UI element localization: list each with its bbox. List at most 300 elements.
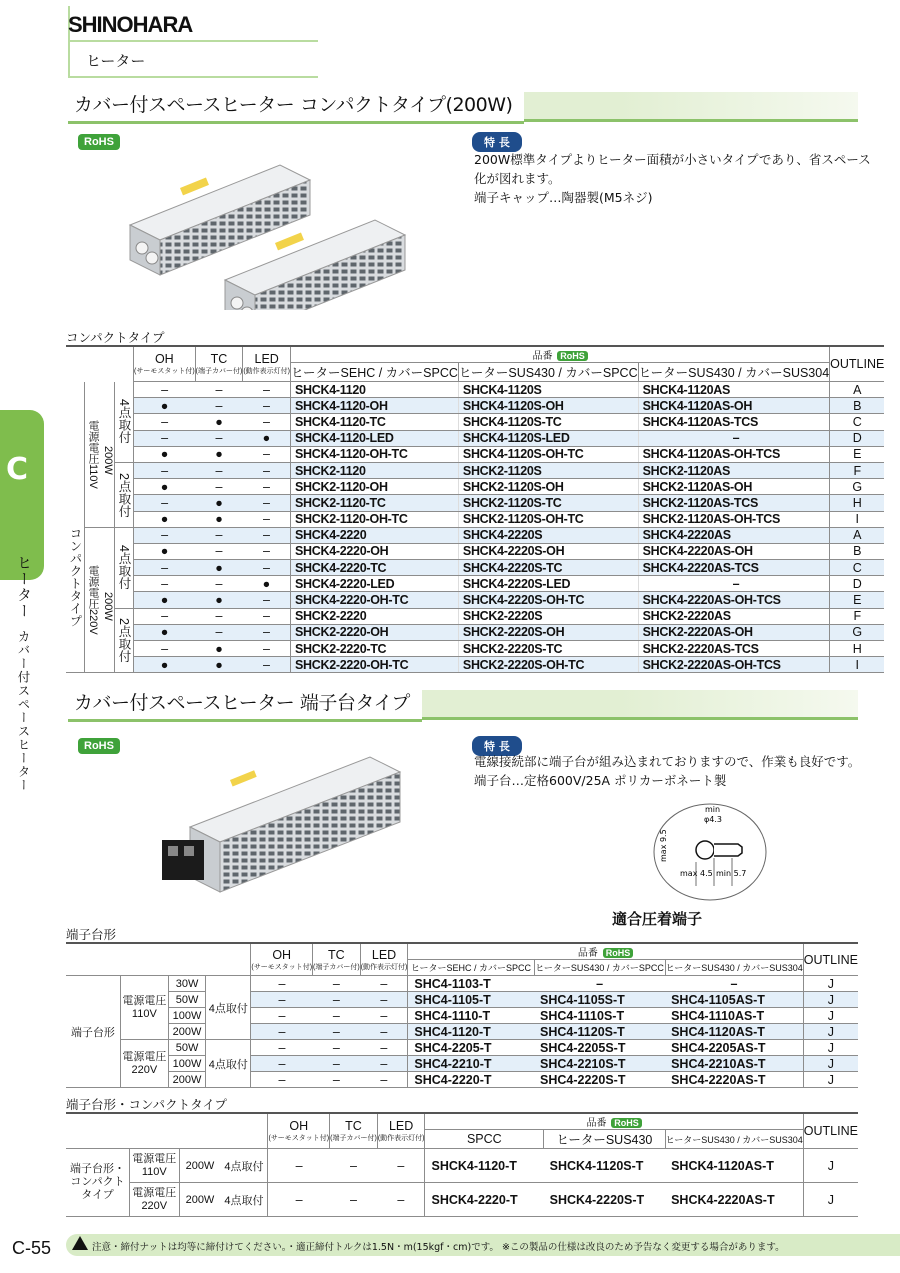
part-number: SHCK4-2220AS-T [665, 1183, 803, 1217]
part-number: SHCK4-1120S-TC [458, 414, 638, 430]
outline-cell: E [830, 592, 885, 608]
tc-cell: – [313, 1024, 361, 1040]
oh-cell: – [251, 1008, 313, 1024]
oh-cell: – [134, 462, 196, 478]
tc-cell: – [195, 624, 243, 640]
rohs-badge: RoHS [78, 134, 120, 150]
tc-cell: – [313, 976, 361, 992]
part-number: SHCK4-1120-TC [291, 414, 459, 430]
part-number: SHCK4-2220 [291, 527, 459, 543]
part-number: SHCK2-1120S [458, 462, 638, 478]
type-text: コンパクト [70, 1176, 125, 1188]
col-spcc: SPCC [425, 1130, 544, 1149]
wattage-cell: 200W [168, 1024, 205, 1040]
table-row [66, 976, 858, 992]
oh-cell: – [134, 414, 196, 430]
feature-line: 電線接続部に端子台が組み込まれておりますので、作業も良好です。 [474, 754, 861, 769]
oh-cell: – [134, 527, 196, 543]
features-text [474, 752, 860, 790]
tc-cell: – [195, 430, 243, 446]
col-sus430-sus304: ヒーターSUS430 / カバーSUS304 [665, 960, 803, 976]
table-row [66, 543, 884, 559]
led-cell: – [243, 398, 291, 414]
voltage-text: 110V [131, 1007, 157, 1020]
oh-cell: – [251, 992, 313, 1008]
outline-cell: B [830, 398, 885, 414]
compact-heater-image [110, 150, 410, 310]
part-number: SHCK4-2220-TC [291, 560, 459, 576]
oh-cell: – [268, 1183, 330, 1217]
led-cell: – [360, 1040, 408, 1056]
table1-caption: コンパクトタイプ [66, 330, 165, 345]
type-text: タイプ [81, 1189, 114, 1201]
table-row [66, 511, 884, 527]
table-row [66, 1072, 858, 1088]
oh-cell: ● [134, 446, 196, 462]
part-number: SHCK4-1120S [458, 382, 638, 398]
table-row [66, 608, 884, 624]
wattage-cell: 200W [179, 1183, 220, 1217]
outline-cell: D [830, 430, 885, 446]
outline-cell: J [803, 976, 858, 992]
outline-cell: J [803, 1149, 858, 1183]
table-row [66, 1056, 858, 1072]
part-number: – [638, 576, 830, 592]
part-number: SHC4-1105-T [408, 992, 534, 1008]
voltage-label [120, 976, 168, 1040]
tc-cell: ● [195, 511, 243, 527]
part-number: SHCK2-2220-OH [291, 624, 459, 640]
part-number: SHC4-1105S-T [534, 992, 665, 1008]
outline-cell: H [830, 641, 885, 657]
table-row [66, 560, 884, 576]
part-number: SHC4-2220-T [408, 1072, 534, 1088]
part-number: SHCK2-1120 [291, 462, 459, 478]
table-row [66, 1024, 858, 1040]
brand-name: SHINOHARA [68, 12, 193, 37]
part-number: SHCK4-1120 [291, 382, 459, 398]
mount-label: 4点取付 [206, 976, 251, 1040]
tc-cell: – [195, 576, 243, 592]
terminal-table [66, 942, 858, 1088]
table-row [66, 398, 884, 414]
outline-cell: C [830, 414, 885, 430]
voltage-text: 220V [141, 1199, 168, 1212]
part-number: SHCK4-1120S-OH [458, 398, 638, 414]
part-number: SHC4-1120-T [408, 1024, 534, 1040]
table-row [66, 592, 884, 608]
tc-cell: ● [195, 414, 243, 430]
led-cell: – [243, 495, 291, 511]
oh-cell: – [134, 641, 196, 657]
table-row [66, 382, 884, 398]
category-underline [68, 76, 318, 78]
compact-table [66, 345, 885, 673]
part-number: SHCK2-2220AS-OH-TCS [638, 657, 830, 673]
part-number: SHCK2-1120-OH-TC [291, 511, 459, 527]
part-number: SHCK4-2220S-OH-TC [458, 592, 638, 608]
wattage-text: 200W [102, 445, 114, 475]
outline-cell: J [803, 992, 858, 1008]
table-row [66, 527, 884, 543]
tc-cell: – [330, 1149, 378, 1183]
section1-title: カバー付スペースヒーター コンパクトタイプ(200W) [68, 88, 524, 124]
part-number: SHCK4-2220-OH-TC [291, 592, 459, 608]
led-cell: – [377, 1183, 425, 1217]
col-led: LED (動作表示灯付) [243, 346, 291, 382]
table-row [66, 462, 884, 478]
outline-cell: C [830, 560, 885, 576]
led-cell: – [243, 592, 291, 608]
tc-cell: ● [195, 495, 243, 511]
outline-cell: A [830, 382, 885, 398]
part-number: SHCK4-1120-OH-TC [291, 446, 459, 462]
part-number: SHCK4-2220-LED [291, 576, 459, 592]
wattage-cell: 100W [168, 1008, 205, 1024]
outline-cell: J [803, 1056, 858, 1072]
tc-cell: – [195, 479, 243, 495]
col-outline: OUTLINE [803, 943, 858, 976]
tc-cell: ● [195, 560, 243, 576]
table-row [66, 414, 884, 430]
mount-label: 4点取付 [115, 527, 134, 608]
voltage-text: 電源電圧 [122, 994, 167, 1007]
oh-cell: – [251, 1056, 313, 1072]
table-row [66, 1008, 858, 1024]
terminal-compact-table [66, 1112, 858, 1217]
chapter-letter: C [6, 452, 29, 487]
dim-min: min [705, 805, 721, 814]
outline-cell: G [830, 479, 885, 495]
led-cell: – [243, 608, 291, 624]
col-led: LED (動作表示灯付) [360, 943, 408, 976]
part-number: SHCK2-1120AS-OH [638, 479, 830, 495]
col-outline: OUTLINE [830, 346, 885, 382]
led-cell: – [243, 657, 291, 673]
oh-cell: – [268, 1149, 330, 1183]
led-cell: ● [243, 576, 291, 592]
part-number: SHCK2-2220AS-OH [638, 624, 830, 640]
part-number: SHCK2-2220S-OH [458, 624, 638, 640]
oh-cell: – [134, 430, 196, 446]
table-row [66, 1183, 858, 1217]
outline-cell: E [830, 446, 885, 462]
dim-min57: min 5.7 [716, 869, 747, 878]
table-row [66, 479, 884, 495]
part-number: SHCK2-2220S [458, 608, 638, 624]
wattage-text: 200W [102, 591, 114, 621]
led-cell: – [360, 1072, 408, 1088]
wattage-cell: 100W [168, 1056, 205, 1072]
part-number: SHCK4-2220-OH [291, 543, 459, 559]
feature-line: 端子台…定格600V/25A ポリカーボネート製 [474, 773, 727, 788]
col-sus430: ヒーターSUS430 [544, 1130, 665, 1149]
led-cell: – [243, 382, 291, 398]
warning-icon [72, 1236, 88, 1250]
voltage-label [85, 382, 115, 528]
part-number: SHCK4-2220AS-OH-TCS [638, 592, 830, 608]
col-sus430-spcc: ヒーターSUS430 / カバーSPCC [458, 363, 638, 382]
voltage-text: 電源電圧 [132, 1152, 177, 1165]
part-number: SHCK2-1120-TC [291, 495, 459, 511]
led-cell: – [243, 414, 291, 430]
section1-header [68, 92, 858, 122]
features-label: 特 長 [472, 736, 522, 756]
outline-cell: J [803, 1072, 858, 1088]
mount-label: 2点取付 [115, 608, 134, 673]
part-number: SHCK2-2220 [291, 608, 459, 624]
outline-cell: D [830, 576, 885, 592]
feature-line: 化が図れます。 [474, 171, 561, 186]
led-cell: – [243, 446, 291, 462]
chapter-subtitle: カバー付スペースヒーター [16, 630, 31, 792]
oh-cell: ● [134, 592, 196, 608]
oh-cell: ● [134, 398, 196, 414]
outline-cell: I [830, 657, 885, 673]
part-number: SHCK2-2220S-OH-TC [458, 657, 638, 673]
part-number: SHCK4-1120AS [638, 382, 830, 398]
outline-cell: J [803, 1008, 858, 1024]
outline-cell: I [830, 511, 885, 527]
oh-cell: – [134, 382, 196, 398]
oh-cell: ● [134, 511, 196, 527]
led-cell: – [243, 527, 291, 543]
led-cell: – [360, 1024, 408, 1040]
features-label: 特 長 [472, 132, 522, 152]
part-number: SHCK4-2220S-T [544, 1183, 665, 1217]
table2-caption: 端子台形 [66, 927, 117, 942]
oh-cell: – [251, 1072, 313, 1088]
part-number: SHCK4-2220S-OH [458, 543, 638, 559]
feature-line: 200W標準タイプよりヒーター面積が小さいタイプであり、省スペース [474, 152, 871, 167]
voltage-text: 電源電圧 [122, 1050, 167, 1063]
led-cell: – [243, 543, 291, 559]
col-sehc-spcc: ヒーターSEHC / カバーSPCC [291, 363, 459, 382]
col-hinban: 品番 RoHS [425, 1113, 803, 1130]
voltage-label [85, 527, 115, 673]
part-number: SHCK4-1120AS-OH-TCS [638, 446, 830, 462]
voltage-text: 220V [131, 1063, 158, 1076]
part-number: SHCK4-2220AS [638, 527, 830, 543]
part-number: SHCK4-1120S-OH-TC [458, 446, 638, 462]
outline-cell: J [803, 1040, 858, 1056]
part-number: SHC4-2210-T [408, 1056, 534, 1072]
table-row [66, 430, 884, 446]
voltage-text: 電源電圧110V [87, 419, 99, 489]
part-number: SHC4-1110S-T [534, 1008, 665, 1024]
oh-cell: ● [134, 624, 196, 640]
col-sehc-spcc: ヒーターSEHC / カバーSPCC [408, 960, 534, 976]
led-cell: ● [243, 430, 291, 446]
col-hinban: 品番 RoHS [291, 346, 830, 363]
tc-cell: – [195, 543, 243, 559]
part-number: SHCK4-1120-T [425, 1149, 544, 1183]
wattage-cell: 50W [168, 1040, 205, 1056]
part-number: SHC4-1120S-T [534, 1024, 665, 1040]
type-label [66, 1149, 130, 1217]
part-number: SHCK4-1120S-LED [458, 430, 638, 446]
mount-label: 4点取付 [115, 382, 134, 463]
led-cell: – [243, 511, 291, 527]
col-tc: TC (端子カバー付) [195, 346, 243, 382]
col-outline: OUTLINE [803, 1113, 858, 1149]
part-number: SHCK4-2220S-LED [458, 576, 638, 592]
tc-cell: – [313, 1056, 361, 1072]
tc-cell: – [195, 608, 243, 624]
oh-cell: – [251, 976, 313, 992]
section2-title: カバー付スペースヒーター 端子台タイプ [68, 686, 422, 722]
dim-width: max 9.5 [659, 829, 668, 862]
voltage-text: 電源電圧220V [87, 565, 99, 635]
part-number: SHCK4-1120AS-TCS [638, 414, 830, 430]
oh-cell: – [251, 1040, 313, 1056]
led-cell: – [360, 1056, 408, 1072]
mount-label: 2点取付 [115, 462, 134, 527]
table-row [66, 657, 884, 673]
tc-cell: – [195, 398, 243, 414]
part-number: SHCK4-1120S-T [544, 1149, 665, 1183]
col-tc: TC (端子カバー付) [313, 943, 361, 976]
outline-cell: B [830, 543, 885, 559]
part-number: SHCK4-1120-LED [291, 430, 459, 446]
part-number: SHCK2-1120S-TC [458, 495, 638, 511]
features-text [474, 150, 871, 207]
outline-cell: A [830, 527, 885, 543]
tc-cell: – [195, 382, 243, 398]
tc-cell: – [195, 462, 243, 478]
rohs-badge: RoHS [78, 738, 120, 754]
led-cell: – [243, 462, 291, 478]
voltage-label [130, 1183, 180, 1217]
part-number: SHCK2-2220S-TC [458, 641, 638, 657]
part-number: SHCK2-2220AS-TCS [638, 641, 830, 657]
part-number: SHC4-1110AS-T [665, 1008, 803, 1024]
part-number: SHCK4-2220AS-TCS [638, 560, 830, 576]
tc-cell: ● [195, 592, 243, 608]
crimp-terminal-caption: 適合圧着端子 [612, 910, 703, 928]
tc-cell: – [313, 1008, 361, 1024]
part-number: – [638, 430, 830, 446]
part-number: SHCK4-1120AS-T [665, 1149, 803, 1183]
part-number: SHCK2-2220AS [638, 608, 830, 624]
part-number: SHC4-2205AS-T [665, 1040, 803, 1056]
section2-header [68, 690, 858, 720]
table-row [66, 624, 884, 640]
col-oh: OH (サーモスタット付) [268, 1113, 330, 1149]
crimp-terminal-diagram [650, 800, 770, 905]
oh-cell: – [134, 495, 196, 511]
wattage-cell: 200W [168, 1072, 205, 1088]
oh-cell: ● [134, 543, 196, 559]
part-number: SHC4-2205-T [408, 1040, 534, 1056]
type-label: 端子台形 [66, 976, 120, 1088]
table-row [66, 992, 858, 1008]
part-number: SHC4-2210S-T [534, 1056, 665, 1072]
brand-underline [68, 40, 318, 42]
col-led: LED (動作表示灯付) [377, 1113, 425, 1149]
part-number: SHC4-2210AS-T [665, 1056, 803, 1072]
outline-cell: F [830, 462, 885, 478]
part-number: SHCK4-2220S-TC [458, 560, 638, 576]
mount-label: 4点取付 [220, 1183, 268, 1217]
part-number: SHCK4-2220AS-OH [638, 543, 830, 559]
part-number: SHCK2-1120-OH [291, 479, 459, 495]
part-number: SHCK2-1120AS-TCS [638, 495, 830, 511]
tc-cell: – [313, 992, 361, 1008]
wattage-cell: 50W [168, 992, 205, 1008]
led-cell: – [243, 479, 291, 495]
part-number: SHCK2-2220-OH-TC [291, 657, 459, 673]
type-text: 端子台形・ [70, 1163, 126, 1175]
type-label: コンパクトタイプ [66, 382, 85, 673]
page-number: C-55 [12, 1238, 52, 1258]
terminal-heater-image [150, 752, 430, 912]
outline-cell: J [803, 1183, 858, 1217]
category-label: ヒーター [86, 52, 146, 70]
tc-cell: – [330, 1183, 378, 1217]
part-number: SHCK2-1120S-OH-TC [458, 511, 638, 527]
part-number: SHCK2-1120S-OH [458, 479, 638, 495]
oh-cell: – [251, 1024, 313, 1040]
outline-cell: H [830, 495, 885, 511]
tc-cell: ● [195, 657, 243, 673]
led-cell: – [360, 976, 408, 992]
part-number: SHC4-2220S-T [534, 1072, 665, 1088]
oh-cell: ● [134, 479, 196, 495]
tc-cell: ● [195, 641, 243, 657]
part-number: SHC4-1103-T [408, 976, 534, 992]
oh-cell: – [134, 608, 196, 624]
tc-cell: – [195, 527, 243, 543]
led-cell: – [360, 1008, 408, 1024]
wattage-cell: 30W [168, 976, 205, 992]
wattage-cell: 200W [179, 1149, 220, 1183]
voltage-text: 110V [141, 1165, 167, 1178]
outline-cell: F [830, 608, 885, 624]
part-number: SHCK4-2220-T [425, 1183, 544, 1217]
led-cell: – [377, 1149, 425, 1183]
col-tc: TC (端子カバー付) [330, 1113, 378, 1149]
footer-note: 注意・締付ナットは均等に締付けてください。・適正締付トルクは1.5N・m(15kgf・cm)です。 ※この製品の仕様は改良のため予告なく変更する場合があります。 [66, 1234, 900, 1256]
col-sus430-sus304: ヒーターSUS430 / カバーSUS304 [638, 363, 830, 382]
led-cell: – [243, 641, 291, 657]
oh-cell: – [134, 576, 196, 592]
table-row [66, 446, 884, 462]
part-number: SHCK2-1120AS [638, 462, 830, 478]
col-hinban: 品番 RoHS [408, 943, 803, 960]
part-number: – [534, 976, 665, 992]
part-number: – [665, 976, 803, 992]
part-number: SHC4-1110-T [408, 1008, 534, 1024]
voltage-label [120, 1040, 168, 1088]
mount-label: 4点取付 [206, 1040, 251, 1088]
part-number: SHCK2-2220-TC [291, 641, 459, 657]
part-number: SHCK4-2220S [458, 527, 638, 543]
voltage-label [130, 1149, 180, 1183]
part-number: SHC4-1105AS-T [665, 992, 803, 1008]
part-number: SHC4-2205S-T [534, 1040, 665, 1056]
tc-cell: – [313, 1072, 361, 1088]
mount-label: 4点取付 [220, 1149, 268, 1183]
led-cell: – [360, 992, 408, 1008]
led-cell: – [243, 560, 291, 576]
table-row [66, 495, 884, 511]
tc-cell: ● [195, 446, 243, 462]
table3-caption: 端子台形・コンパクトタイプ [66, 1097, 228, 1112]
oh-cell: ● [134, 657, 196, 673]
table-row [66, 1149, 858, 1183]
col-oh: OH (サーモスタット付) [251, 943, 313, 976]
